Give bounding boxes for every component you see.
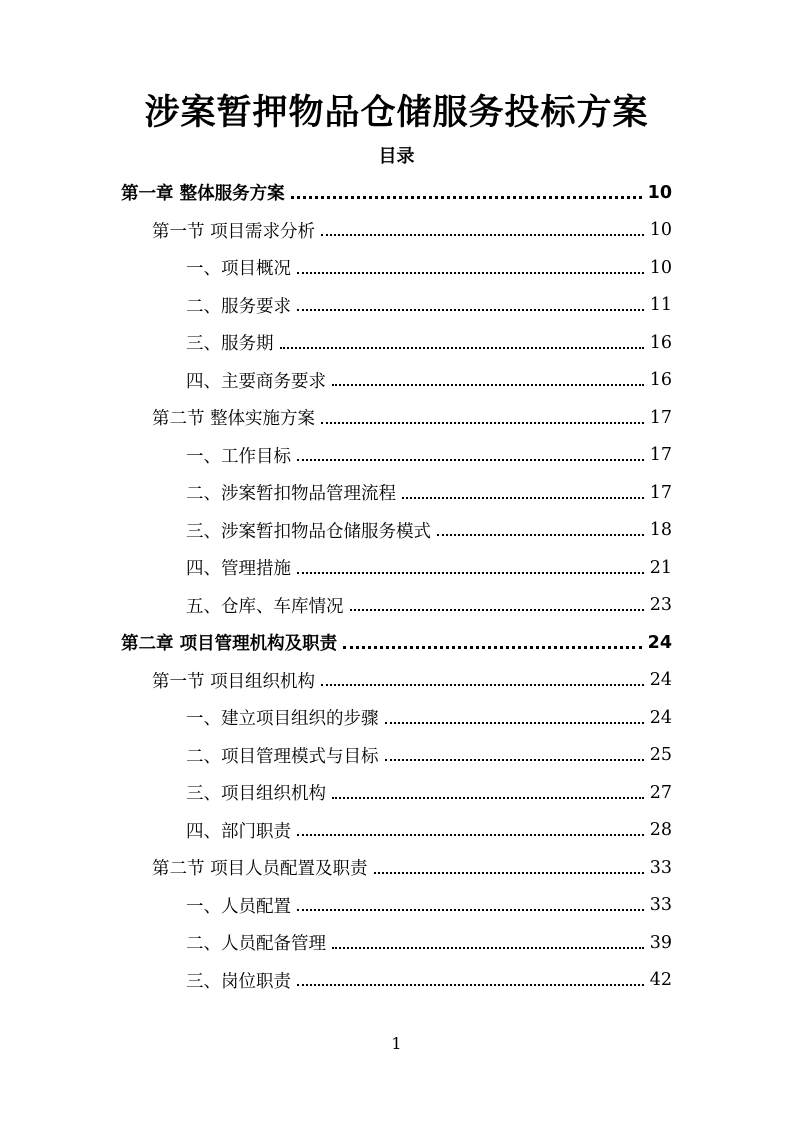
toc-dot-leader [280, 347, 644, 349]
toc-entry-page: 16 [649, 332, 672, 353]
toc-entry-page: 11 [649, 295, 672, 316]
toc-dot-leader [297, 572, 644, 574]
toc-dot-leader [321, 684, 644, 686]
toc-entry[interactable] [0, 812, 793, 850]
toc-entry-page: 10 [649, 220, 672, 241]
toc-dot-leader [374, 872, 644, 874]
toc-entry-label: 第一章 整体服务方案 [121, 184, 285, 205]
toc-dot-leader [332, 947, 644, 949]
toc-entry-page: 24 [647, 632, 672, 653]
toc-entry-page: 17 [649, 445, 672, 466]
toc-entry-page: 33 [649, 895, 672, 916]
toc-entry-label: 一、人员配置 [186, 896, 291, 917]
toc-entry[interactable] [0, 587, 793, 625]
toc-heading: 目录 [378, 146, 415, 167]
toc-dot-leader [297, 909, 644, 911]
toc-dot-leader [297, 834, 644, 836]
toc-entry[interactable] [0, 474, 793, 512]
toc-entry[interactable] [0, 774, 793, 812]
toc-entry[interactable] [0, 512, 793, 550]
toc-entry-page: 39 [649, 932, 672, 953]
toc-dot-leader [291, 196, 642, 199]
toc-entry-label: 二、服务要求 [186, 296, 291, 317]
toc-dot-leader [332, 797, 644, 799]
toc-entry[interactable] [0, 174, 793, 212]
toc-entry[interactable] [0, 324, 793, 362]
toc-entry[interactable] [0, 549, 793, 587]
toc-entry-label: 第二节 整体实施方案 [152, 409, 316, 430]
toc-entry[interactable] [0, 212, 793, 250]
toc-entry[interactable] [0, 662, 793, 700]
toc-entry[interactable] [0, 737, 793, 775]
toc-entry-page: 10 [649, 257, 672, 278]
toc-entry-label: 四、主要商务要求 [186, 371, 326, 392]
toc-entry-page: 21 [649, 557, 672, 578]
toc-entry[interactable] [0, 849, 793, 887]
toc-entry-page: 42 [649, 970, 672, 991]
toc-dot-leader [437, 534, 644, 536]
toc-entry-label: 三、涉案暂扣物品仓储服务模式 [186, 521, 431, 542]
toc-entry-label: 第二节 项目人员配置及职责 [152, 859, 368, 880]
toc-entry-label: 五、仓库、车库情况 [186, 596, 344, 617]
toc-entry-label: 第一节 项目组织机构 [152, 671, 316, 692]
toc-dot-leader [321, 234, 644, 236]
toc-dot-leader [297, 459, 644, 461]
toc-dot-leader [343, 646, 642, 649]
toc-entry[interactable] [0, 437, 793, 475]
toc-entry-page: 28 [649, 820, 672, 841]
toc-entry-label: 二、项目管理模式与目标 [186, 746, 379, 767]
toc-entry[interactable] [0, 699, 793, 737]
toc-entry-page: 18 [649, 520, 672, 541]
toc-entry-label: 一、建立项目组织的步骤 [186, 709, 379, 730]
document-title: 涉案暂押物品仓储服务投标方案 [144, 93, 649, 133]
toc-dot-leader [385, 759, 644, 761]
toc-dot-leader [297, 309, 644, 311]
toc-entry[interactable] [0, 887, 793, 925]
toc-entry[interactable] [0, 399, 793, 437]
toc-entry-label: 一、项目概况 [186, 259, 291, 280]
toc-entry-page: 24 [649, 670, 672, 691]
toc-entry-page: 33 [649, 857, 672, 878]
toc-entry[interactable] [0, 962, 793, 1000]
toc-entry[interactable] [0, 924, 793, 962]
toc-entry-page: 17 [649, 482, 672, 503]
page-number: 1 [391, 1034, 402, 1053]
toc-entry-page: 27 [649, 782, 672, 803]
toc-entry-page: 24 [649, 707, 672, 728]
toc-entry[interactable] [0, 362, 793, 400]
toc-entry-page: 10 [647, 182, 672, 203]
toc-dot-leader [350, 609, 644, 611]
toc-dot-leader [402, 497, 644, 499]
toc-entry-label: 三、岗位职责 [186, 971, 291, 992]
toc-dot-leader [297, 984, 644, 986]
toc-entry[interactable] [0, 287, 793, 325]
toc-entry[interactable] [0, 624, 793, 662]
toc-entry-label: 三、项目组织机构 [186, 784, 326, 805]
toc-entry-page: 17 [649, 407, 672, 428]
toc-entry-label: 三、服务期 [186, 334, 274, 355]
toc-entry-label: 第二章 项目管理机构及职责 [121, 634, 338, 655]
toc-entry-label: 二、人员配备管理 [186, 934, 326, 955]
toc-entry-label: 二、涉案暂扣物品管理流程 [186, 484, 396, 505]
toc-entry-label: 四、部门职责 [186, 821, 291, 842]
toc-entry-page: 16 [649, 370, 672, 391]
toc-entry-label: 四、管理措施 [186, 559, 291, 580]
toc-dot-leader [332, 384, 644, 386]
toc-entry-label: 第一节 项目需求分析 [152, 221, 316, 242]
toc-dot-leader [385, 722, 644, 724]
toc-entry[interactable] [0, 249, 793, 287]
toc-entry-page: 25 [649, 745, 672, 766]
toc-dot-leader [297, 272, 644, 274]
toc-dot-leader [321, 422, 644, 424]
toc-entry-page: 23 [649, 595, 672, 616]
toc-entry-label: 一、工作目标 [186, 446, 291, 467]
